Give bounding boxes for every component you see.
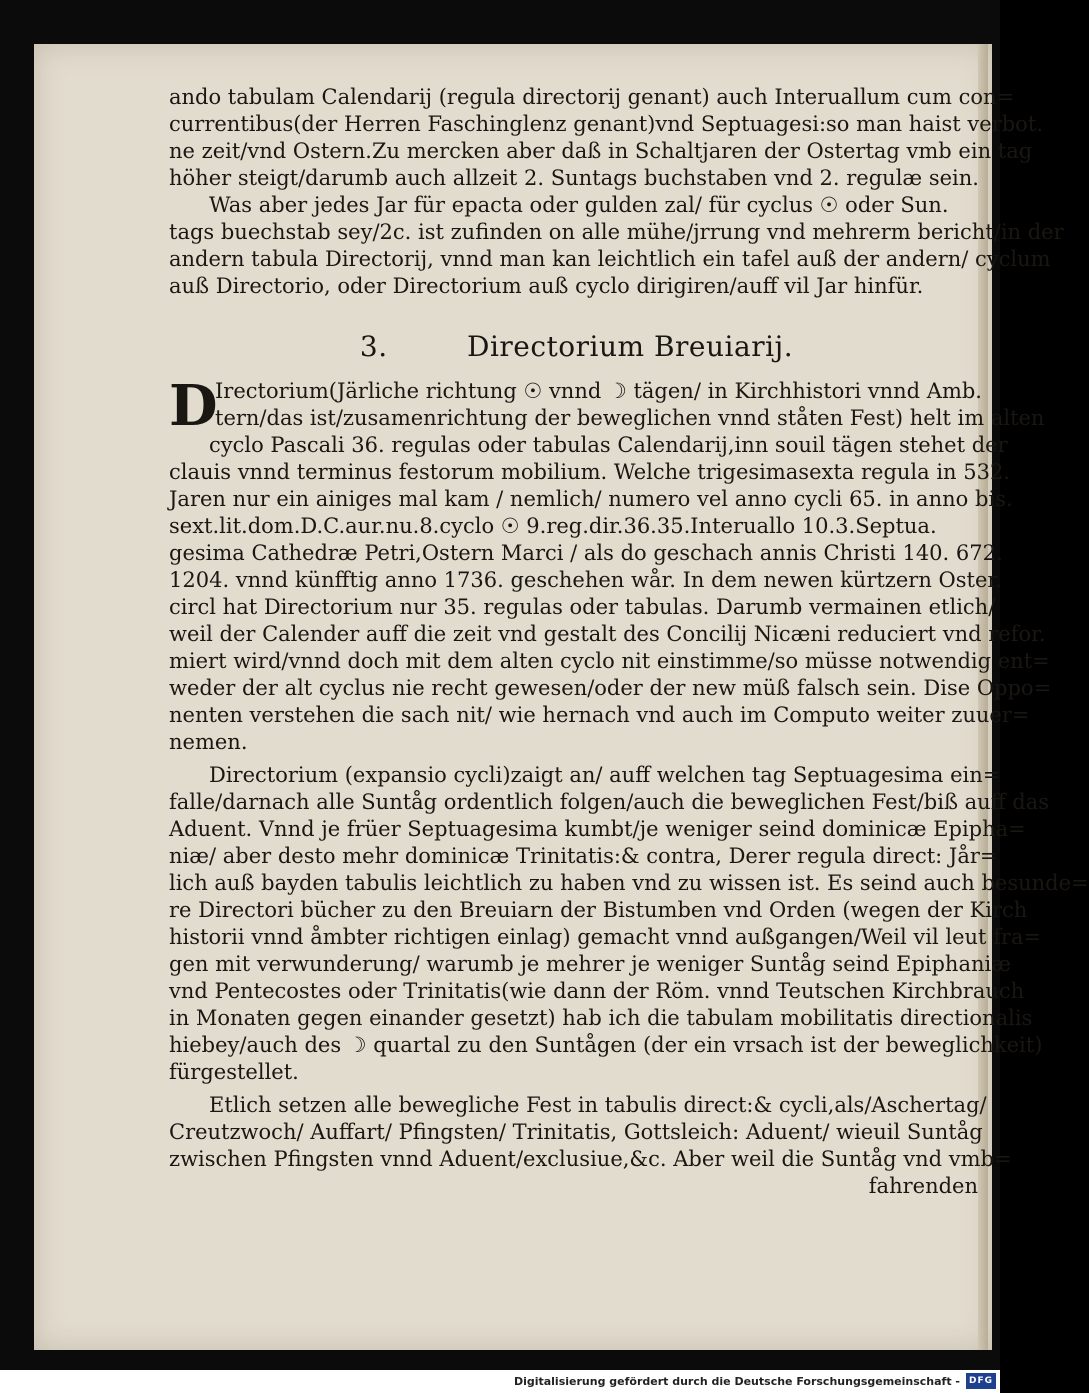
text-line: currentibus(der Herren Faschinglenz genant)vnd Septuagesi:so man haist verbot. (169, 112, 1043, 136)
text-line: gen mit verwunderung/ warumb je mehrer je weniger Suntåg seind Epiphaniæ (169, 952, 1011, 976)
text-line: andern tabula Directorij, vnnd man kan leichtlich ein tafel auß der andern/ cyclum (169, 247, 1051, 271)
section-number: 3. (359, 330, 388, 363)
text-line: historii vnnd åmbter richtigen einlag) gemacht vnnd außgangen/Weil vil leut fra= (169, 925, 1042, 949)
text-line: Irectorium(Järliche richtung ☉ vnnd ☽ tägen/ in Kirchhistori vnnd Amb. (215, 379, 982, 403)
text-line: 1204. vnnd künfftig anno 1736. geschehen wår. In dem newen kürtzern Oster. (169, 568, 1002, 592)
text-line: niæ/ aber desto mehr dominicæ Trinitatis:& contra, Derer regula direct: Jår= (169, 844, 998, 868)
text-line: weil der Calender auff die zeit vnd gestalt des Concilij Nicæni reduciert vnd refor. (169, 622, 1046, 646)
text-line: höher steigt/darumb auch allzeit 2. Suntags buchstaben vnd 2. regulæ sein. (169, 166, 979, 190)
text-line: clauis vnnd terminus festorum mobilium. Welche trigesimasexta regula in 532. (169, 460, 1011, 484)
text-line: Jaren nur ein ainiges mal kam / nemlich/ numero vel anno cycli 65. in anno bis. (169, 487, 1013, 511)
book-page (34, 44, 1089, 1350)
text-line: auß Directorio, oder Directorium auß cyclo dirigiren/auff vil Jar hinfür. (169, 274, 924, 298)
catchword: fahrenden (868, 1174, 978, 1198)
section-heading (169, 320, 984, 374)
text-line: in Monaten gegen einander gesetzt) hab ich die tabulam mobilitatis directionalis (169, 1006, 1033, 1030)
text-line: weder der alt cyclus nie recht gewesen/oder der new müß falsch sein. Dise Oppo= (169, 676, 1052, 700)
text-line: sext.lit.dom.D.C.aur.nu.8.cyclo ☉ 9.reg.dir.36.35.Interuallo 10.3.Septua. (169, 514, 937, 538)
text-line: cyclo Pascali 36. regulas oder tabulas Calendarij,inn souil tägen stehet der (209, 433, 1008, 457)
paragraph-1 (169, 84, 1043, 192)
paragraph-3 (169, 373, 1052, 756)
section-title: Directorium Breuiarij. (467, 330, 794, 363)
footer-bar (0, 1370, 1000, 1393)
page-text (169, 84, 1089, 1200)
text-line: re Directori bücher zu den Breuiarn der Bistumben vnd Orden (wegen der Kirch (169, 898, 1028, 922)
paragraph-5 (169, 1092, 1012, 1173)
text-line: vnd Pentecostes oder Trinitatis(wie dann der Röm. vnnd Teutschen Kirchbrauch (169, 979, 1025, 1003)
text-line: ando tabulam Calendarij (regula directorij genant) auch Interuallum cum con= (169, 85, 1015, 109)
text-line: tags buechstab sey/2c. ist zufinden on alle mühe/jrrung vnd mehrerm bericht/in der (169, 220, 1064, 244)
text-line: fürgestellet. (169, 1060, 299, 1084)
dfg-logo-icon: DFG (966, 1373, 996, 1389)
text-line: zwischen Pfingsten vnnd Aduent/exclusiue,&c. Aber weil die Suntåg vnd vmb= (169, 1147, 1012, 1171)
text-line: tern/das ist/zusamenrichtung der beweglichen vnnd ståten Fest) helt im alten (215, 406, 1045, 430)
text-line: Directorium (expansio cycli)zaigt an/ auff welchen tag Septuagesima ein= (209, 763, 1001, 787)
text-line: falle/darnach alle Suntåg ordentlich folgen/auch die beweglichen Fest/biß auff das (169, 790, 1050, 814)
text-line: nemen. (169, 730, 248, 754)
text-line: Was aber jedes Jar für epacta oder gulden zal/ für cyclus ☉ oder Sun. (209, 193, 949, 217)
drop-cap: D (169, 373, 218, 439)
text-line: Etlich setzen alle bewegliche Fest in tabulis direct:& cycli,als/Aschertag/ (209, 1093, 987, 1117)
paragraph-4 (169, 762, 1089, 1086)
paragraph-2 (169, 192, 1064, 300)
footer-credit: Digitalisierung gefördert durch die Deutsche Forschungsgemeinschaft - (513, 1375, 960, 1388)
text-line: lich auß bayden tabulis leichtlich zu haben vnd zu wissen ist. Es seind auch besunde= (169, 871, 1089, 895)
text-line: circl hat Directorium nur 35. regulas oder tabulas. Darumb vermainen etlich/ (169, 595, 996, 619)
text-line: gesima Cathedræ Petri,Ostern Marci / als do geschach annis Christi 140. 672. (169, 541, 1003, 565)
text-line: Creutzwoch/ Auffart/ Pfingsten/ Trinitatis, Gottsleich: Aduent/ wieuil Suntåg (169, 1120, 983, 1144)
text-line: hiebey/auch des ☽ quartal zu den Suntågen (der ein vrsach ist der beweglichkeit) (169, 1033, 1043, 1057)
text-line: nenten verstehen die sach nit/ wie hernach vnd auch im Computo weiter zuuer= (169, 703, 1030, 727)
text-line: Aduent. Vnnd je früer Septuagesima kumbt/je weniger seind dominicæ Epipha= (169, 817, 1026, 841)
text-line: miert wird/vnnd doch mit dem alten cyclo nit einstimme/so müsse notwendig ent= (169, 649, 1050, 673)
text-line: ne zeit/vnd Ostern.Zu mercken aber daß in Schaltjaren der Ostertag vmb ein tag (169, 139, 1033, 163)
